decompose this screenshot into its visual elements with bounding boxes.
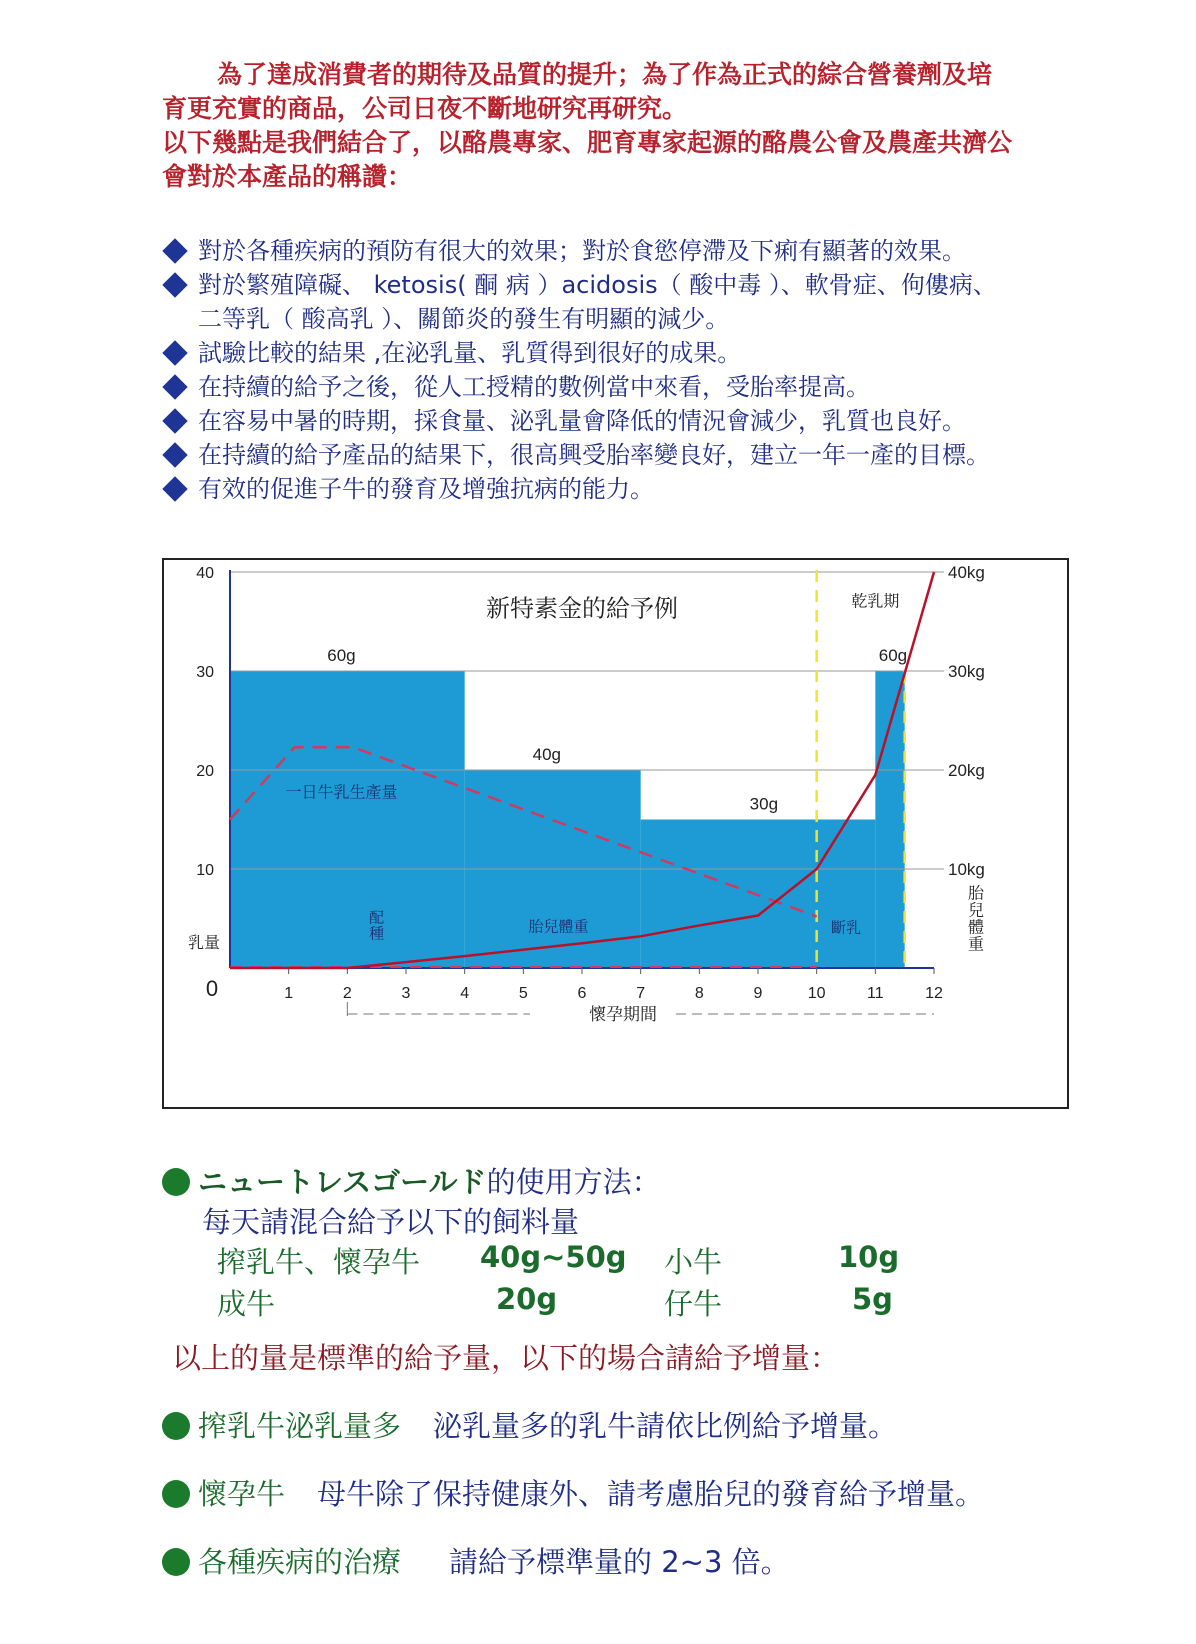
intro-line-2: 育更充實的商品，公司日夜不斷地研究再研究。	[162, 94, 688, 123]
x-tick-label: 0	[205, 976, 219, 1001]
x-tick-label: 8	[694, 985, 704, 1002]
feed-bar	[230, 671, 465, 968]
y-tick-label: 10	[196, 862, 214, 879]
diamond-bullet-icon	[162, 476, 187, 501]
green-bullet-icon	[162, 1548, 190, 1576]
feed-amount-label: 40g	[532, 745, 561, 764]
x-tick-label: 7	[636, 985, 646, 1002]
feed-bar	[641, 820, 876, 969]
diamond-bullet-icon	[162, 340, 187, 365]
green-bullet-icon	[162, 1168, 190, 1196]
y-right-label-char: 胎	[967, 885, 985, 903]
diamond-bullet-icon	[162, 272, 187, 297]
dose-amount-a: 20g	[496, 1282, 558, 1316]
usage-heading	[162, 1160, 661, 1201]
feeding-chart	[162, 558, 1069, 1109]
diamond-bullet-icon	[162, 238, 187, 263]
weaning-label: 斷乳	[830, 919, 862, 937]
green-bullet-icon	[162, 1480, 190, 1508]
brand-name: ニュートレスゴールド	[198, 1165, 487, 1199]
case-row: 搾乳牛泌乳量多 泌乳量多的乳牛請依比例給予增量。	[162, 1404, 897, 1445]
y-tick-label: 20	[196, 763, 214, 780]
feed-amount-label: 60g	[327, 646, 356, 665]
intro-line-4: 會對於本產品的稱讚：	[162, 162, 413, 191]
increase-note: 以上的量是標準的給予量，以下的場合請給予增量：	[172, 1341, 840, 1375]
benefit-list	[162, 234, 1122, 506]
x-tick-label: 10	[807, 985, 826, 1002]
list-item-continuation: 二等乳（ 酸高乳 ）、關節炎的發生有明顯的減少。	[198, 305, 730, 333]
dose-amount-b: 10g	[838, 1240, 900, 1274]
y-left-label: 乳量	[187, 935, 220, 953]
x-tick-label: 6	[577, 985, 587, 1002]
y-tick-label: 40	[196, 565, 214, 582]
case-row: 各種疾病的治療 請給予標準量的 2~3 倍。	[162, 1540, 790, 1581]
x-tick-label: 9	[753, 985, 763, 1002]
dose-amount-a: 40g~50g	[480, 1240, 627, 1274]
feed-bar	[875, 671, 904, 968]
chart-title: 新特素金的給予例	[486, 595, 678, 623]
y-right-label-char: 重	[967, 936, 985, 954]
breeding-label-char: 配	[369, 909, 385, 927]
intro-line-3: 以下幾點是我們結合了，以酪農專家、肥育專家起源的酪農公會及農產共濟公	[162, 128, 1013, 157]
list-item: 對於各種疾病的預防有很大的效果；對於食慾停滯及下痢有顯著的效果。	[162, 234, 1122, 268]
breeding-label-char: 種	[369, 925, 385, 943]
dose-amount-b: 5g	[852, 1282, 893, 1316]
feed-amount-label: 60g	[878, 646, 908, 665]
case-row: 懷孕牛 母牛除了保持健康外、請考慮胎兒的發育給予增量。	[162, 1472, 984, 1513]
y-right-tick-label: 40kg	[948, 563, 985, 582]
x-tick-label: 4	[460, 985, 470, 1002]
intro-paragraph	[162, 58, 1082, 194]
x-tick-label: 2	[342, 985, 352, 1002]
list-item: 在持續的給予之後，從人工授精的數例當中來看，受胎率提高。	[162, 370, 1122, 404]
x-tick-label: 12	[925, 985, 943, 1002]
diamond-bullet-icon	[162, 408, 187, 433]
y-right-label-char: 體	[967, 919, 985, 937]
y-right-label-char: 兒	[967, 902, 985, 920]
dry-period-label: 乾乳期	[851, 593, 900, 611]
list-item: 對於繁殖障礙、 ketosis( 酮 病 ）acidosis（ 酸中毒 ）、軟骨症、佝僂病、	[162, 268, 1122, 302]
x-axis-label: 懷孕期間	[589, 1005, 658, 1024]
intro-line-1: 為了達成消費者的期待及品質的提升；為了作為正式的綜合營養劑及培	[217, 60, 993, 89]
diamond-bullet-icon	[162, 374, 187, 399]
usage-title: 的使用方法：	[486, 1165, 661, 1199]
list-item: 在持續的給予產品的結果下，很高興受胎率變良好，建立一年一產的目標。	[162, 438, 1122, 472]
milk-production-label: 一日牛乳生產量	[285, 784, 398, 802]
x-tick-label: 1	[284, 985, 294, 1002]
y-tick-label: 30	[196, 664, 214, 681]
x-tick-label: 5	[518, 985, 528, 1002]
y-right-tick-label: 20kg	[948, 761, 985, 780]
dose-label-b: 小牛	[664, 1245, 723, 1279]
list-item: 有效的促進子牛的發育及增強抗病的能力。	[162, 472, 1122, 506]
list-item: 在容易中暑的時期，採食量、泌乳量會降低的情況會減少，乳質也良好。	[162, 404, 1122, 438]
dose-label-a: 成牛	[217, 1287, 276, 1321]
x-tick-label: 11	[867, 985, 884, 1002]
y-right-tick-label: 10kg	[948, 860, 985, 879]
dose-label-b: 仔牛	[664, 1287, 723, 1321]
dose-label-a: 搾乳牛、懷孕牛	[217, 1245, 421, 1279]
fetal-weight-label: 胎兒體重	[528, 918, 589, 936]
diamond-bullet-icon	[162, 442, 187, 467]
feed-amount-label: 30g	[749, 794, 779, 814]
feeding-chart-svg	[164, 560, 1067, 1107]
green-bullet-icon	[162, 1412, 190, 1440]
daily-instruction: 每天請混合給予以下的飼料量	[202, 1205, 580, 1239]
y-right-tick-label: 30kg	[948, 662, 985, 681]
list-item: 試驗比較的結果 ,在泌乳量、乳質得到很好的成果。	[162, 336, 1122, 370]
x-tick-label: 3	[401, 985, 411, 1002]
